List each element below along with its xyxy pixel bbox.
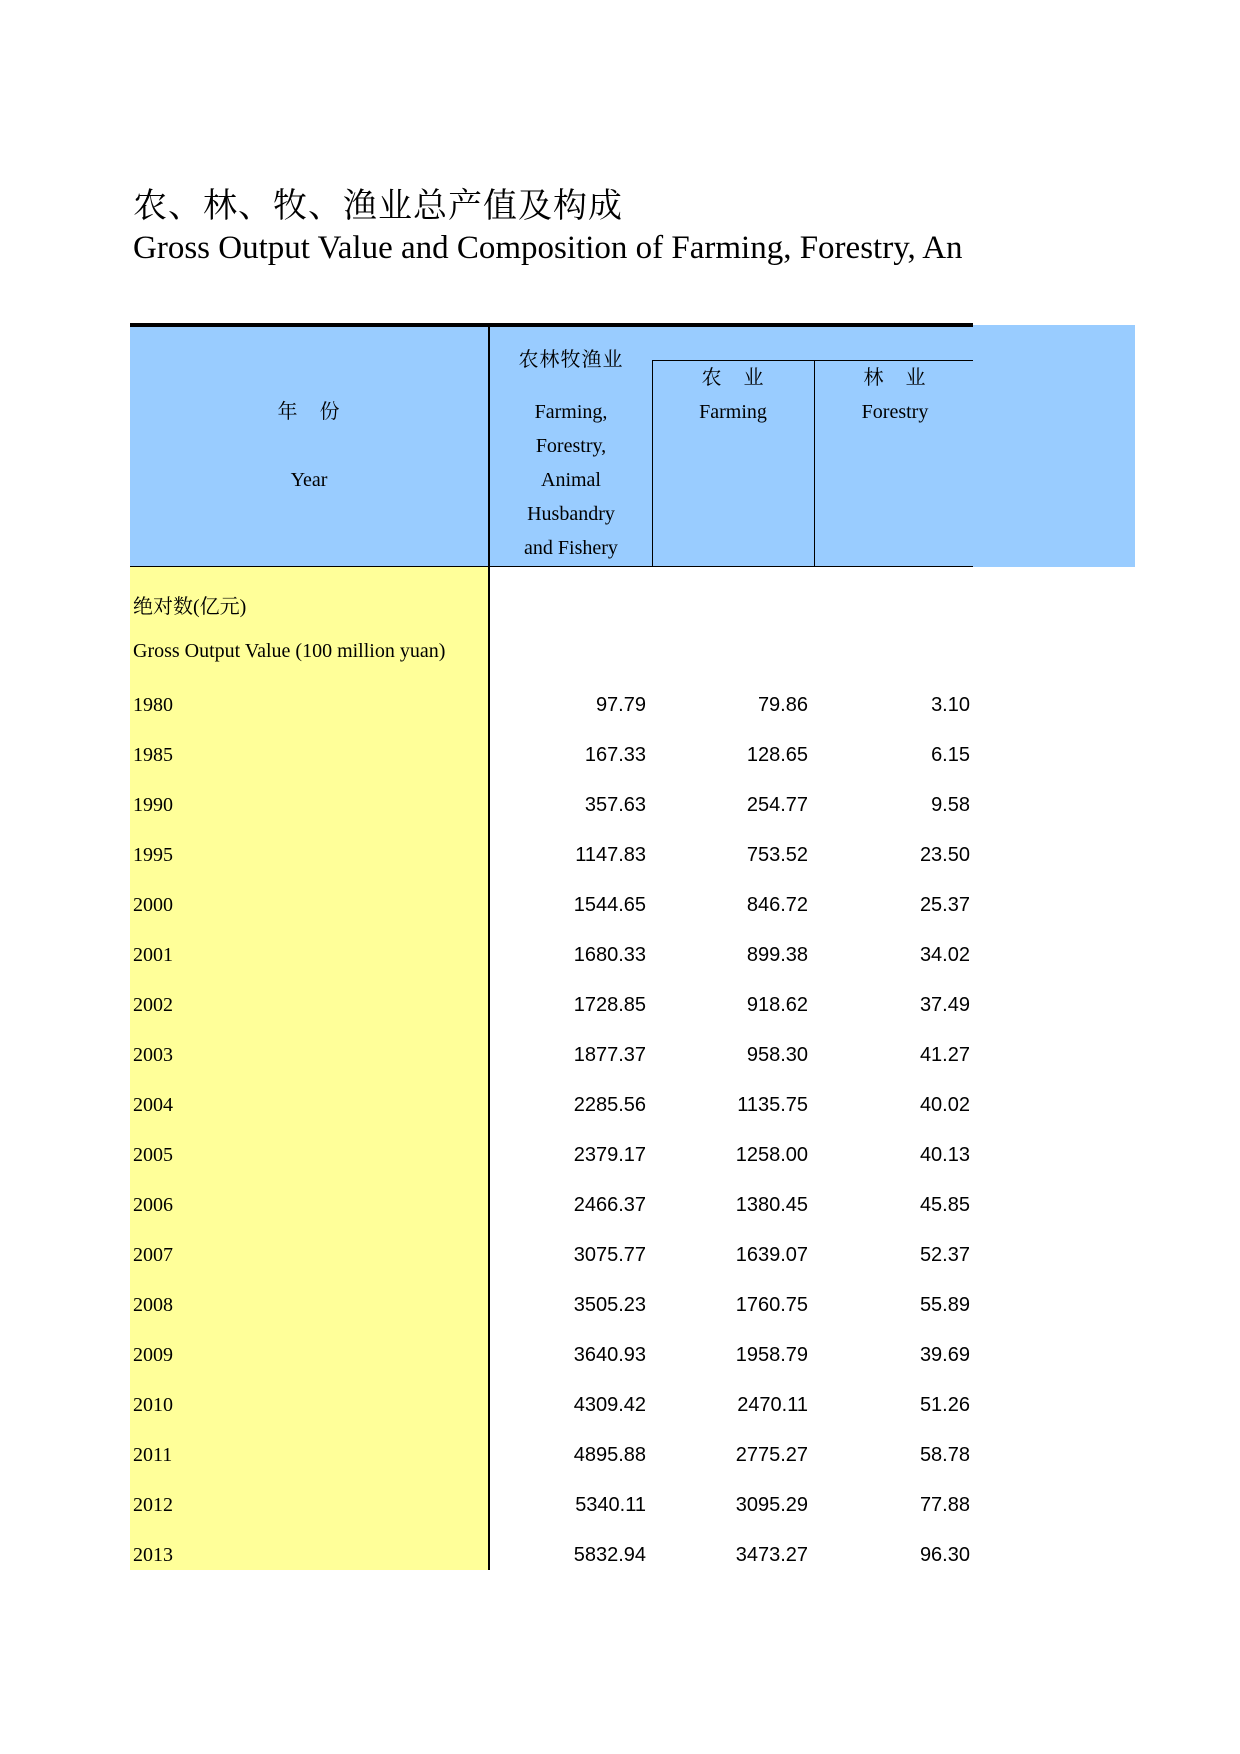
- cell-year: 2000: [133, 894, 173, 916]
- page-title-en: Gross Output Value and Composition of Farming, Forestry, An: [133, 230, 963, 266]
- cell-total: 97.79: [595, 694, 646, 716]
- header-year-en: Year: [290, 469, 328, 491]
- cell-total: 3505.23: [573, 1294, 646, 1316]
- cell-farming: 128.65: [746, 744, 808, 766]
- cell-forestry: 51.26: [919, 1394, 970, 1416]
- cell-forestry: 37.49: [919, 994, 970, 1016]
- header-total-en-4: Husbandry: [527, 503, 615, 525]
- cell-year: 1980: [133, 694, 173, 716]
- header-farming-en: Farming: [699, 401, 767, 423]
- table-row: [0, 1380, 1240, 1430]
- table-row: [0, 1330, 1240, 1380]
- cell-forestry: 52.37: [919, 1244, 970, 1266]
- cell-total: 3075.77: [573, 1244, 646, 1266]
- cell-total: 357.63: [584, 794, 646, 816]
- table-row: [0, 730, 1240, 780]
- header-year-cn: 年 份: [277, 401, 341, 423]
- cell-forestry: 34.02: [919, 944, 970, 966]
- section-label-en: Gross Output Value (100 million yuan): [133, 640, 446, 662]
- table-row: [0, 1130, 1240, 1180]
- cell-farming: 918.62: [746, 994, 808, 1016]
- cell-farming: 753.52: [746, 844, 808, 866]
- cell-farming: 1380.45: [735, 1194, 808, 1216]
- header-total-en-1: Farming,: [534, 401, 608, 423]
- cell-total: 1680.33: [573, 944, 646, 966]
- cell-year: 2012: [133, 1494, 173, 1516]
- cell-year: 2009: [133, 1344, 173, 1366]
- table-row: [0, 780, 1240, 830]
- cell-total: 1728.85: [573, 994, 646, 1016]
- cell-forestry: 96.30: [919, 1544, 970, 1566]
- cell-forestry: 77.88: [919, 1494, 970, 1516]
- cell-total: 4309.42: [573, 1394, 646, 1416]
- page-title-cn: 农、林、牧、渔业总产值及构成: [133, 188, 623, 225]
- cell-forestry: 41.27: [919, 1044, 970, 1066]
- cell-year: 2006: [133, 1194, 173, 1216]
- table-row: [0, 1030, 1240, 1080]
- cell-farming: 1639.07: [735, 1244, 808, 1266]
- table-row: [0, 1530, 1240, 1580]
- table-row: [0, 1280, 1240, 1330]
- cell-year: 2013: [133, 1544, 173, 1566]
- cell-forestry: 3.10: [931, 694, 970, 716]
- header-total-en-5: and Fishery: [524, 537, 618, 559]
- cell-total: 1544.65: [573, 894, 646, 916]
- cell-year: 2007: [133, 1244, 173, 1266]
- table-row: [0, 1430, 1240, 1480]
- table-row: [0, 1230, 1240, 1280]
- cell-year: 2008: [133, 1294, 173, 1316]
- cell-year: 2002: [133, 994, 173, 1016]
- cell-forestry: 55.89: [919, 1294, 970, 1316]
- table-row: [0, 830, 1240, 880]
- cell-farming: 1135.75: [737, 1094, 808, 1116]
- cell-year: 1995: [133, 844, 173, 866]
- cell-farming: 254.77: [746, 794, 808, 816]
- table-row: [0, 1180, 1240, 1230]
- cell-farming: 1958.79: [735, 1344, 808, 1366]
- cell-total: 3640.93: [573, 1344, 646, 1366]
- cell-total: 4895.88: [573, 1444, 646, 1466]
- cell-total: 2285.56: [573, 1094, 646, 1116]
- header-farming-cn: 农 业: [701, 367, 765, 389]
- cell-forestry: 23.50: [919, 844, 970, 866]
- header-bottom-rule: [130, 566, 973, 567]
- cell-year: 2003: [133, 1044, 173, 1066]
- table-row: [0, 680, 1240, 730]
- table-header-background-extension: [973, 325, 1135, 567]
- cell-year: 1990: [133, 794, 173, 816]
- cell-year: 2004: [133, 1094, 173, 1116]
- cell-year: 2011: [133, 1444, 173, 1466]
- cell-forestry: 39.69: [919, 1344, 970, 1366]
- header-forestry-en: Forestry: [861, 401, 929, 423]
- cell-year: 1985: [133, 744, 173, 766]
- cell-forestry: 45.85: [919, 1194, 970, 1216]
- table-row: [0, 1080, 1240, 1130]
- cell-total: 2466.37: [573, 1194, 646, 1216]
- cell-farming: 1760.75: [735, 1294, 808, 1316]
- cell-total: 5832.94: [573, 1544, 646, 1566]
- cell-forestry: 6.15: [931, 744, 970, 766]
- header-total-en-3: Animal: [541, 469, 601, 491]
- cell-forestry: 40.02: [919, 1094, 970, 1116]
- cell-forestry: 40.13: [919, 1144, 970, 1166]
- cell-farming: 3095.29: [735, 1494, 808, 1516]
- cell-forestry: 58.78: [919, 1444, 970, 1466]
- section-label-cn: 绝对数(亿元): [133, 596, 247, 618]
- cell-farming: 1258.00: [735, 1144, 808, 1166]
- cell-year: 2010: [133, 1394, 173, 1416]
- cell-farming: 846.72: [746, 894, 808, 916]
- table-row: [0, 980, 1240, 1030]
- cell-total: 2379.17: [573, 1144, 646, 1166]
- cell-total: 1877.37: [573, 1044, 646, 1066]
- cell-farming: 899.38: [746, 944, 808, 966]
- table-top-rule: [130, 323, 973, 327]
- cell-farming: 2470.11: [737, 1394, 808, 1416]
- table-row: [0, 1480, 1240, 1530]
- header-total-en-2: Forestry,: [535, 435, 607, 457]
- cell-farming: 3473.27: [735, 1544, 808, 1566]
- cell-year: 2001: [133, 944, 173, 966]
- header-forestry-cn: 林 业: [863, 367, 927, 389]
- cell-forestry: 25.37: [919, 894, 970, 916]
- cell-total: 5340.11: [575, 1494, 646, 1516]
- table-row: [0, 930, 1240, 980]
- header-total-cn: 农林牧渔业: [518, 349, 624, 371]
- cell-total: 1147.83: [575, 844, 646, 866]
- cell-farming: 2775.27: [735, 1444, 808, 1466]
- cell-forestry: 9.58: [931, 794, 970, 816]
- table-row: [0, 880, 1240, 930]
- cell-farming: 79.86: [757, 694, 808, 716]
- cell-farming: 958.30: [746, 1044, 808, 1066]
- cell-total: 167.33: [584, 744, 646, 766]
- cell-year: 2005: [133, 1144, 173, 1166]
